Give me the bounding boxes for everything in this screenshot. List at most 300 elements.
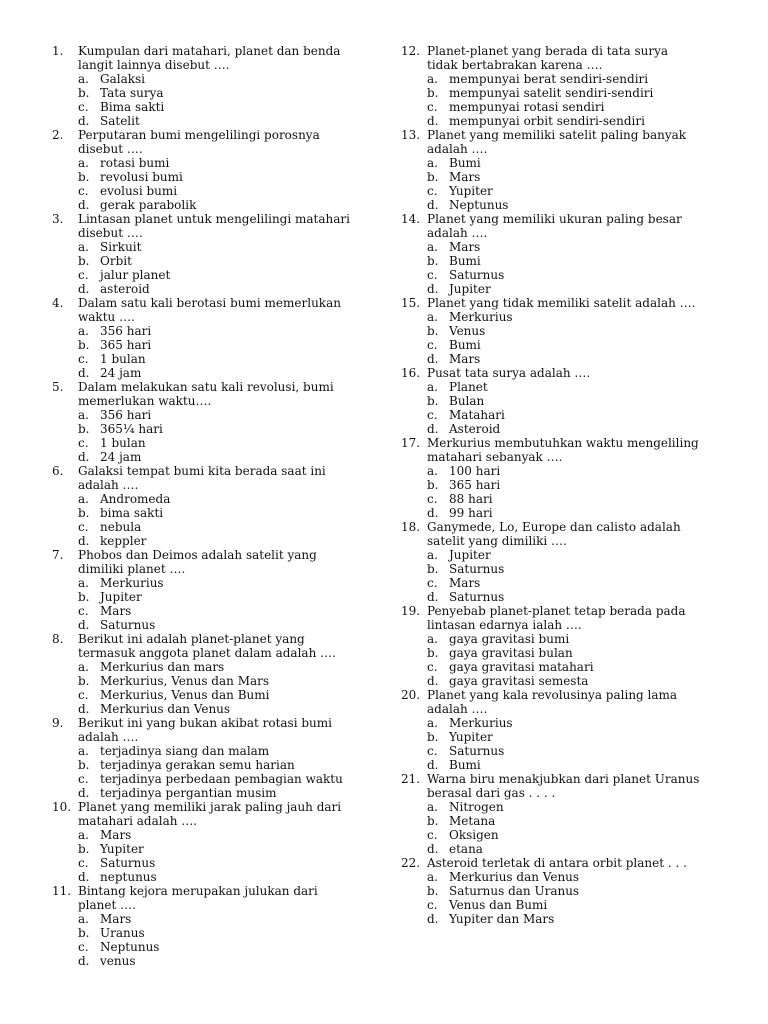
question-number: 11. [52, 884, 72, 898]
option-letter: c. [427, 184, 438, 198]
question-number: 16. [401, 366, 421, 380]
option-letter: d. [427, 282, 439, 296]
question-text: Berikut ini adalah planet-planet yang termasuk anggota planet dalam adalah …. [78, 632, 336, 660]
option-letter: a. [427, 870, 438, 884]
question-text: Asteroid terletak di antara orbit planet . . . [427, 856, 687, 870]
option-text: evolusi bumi [100, 184, 178, 198]
option-letter: d. [427, 422, 439, 436]
question-item [401, 366, 701, 436]
answer-option [52, 828, 352, 842]
answer-options [401, 800, 701, 856]
question-stem [401, 772, 701, 800]
answer-options [52, 240, 352, 296]
answer-option [52, 702, 352, 716]
option-letter: c. [427, 660, 438, 674]
option-text: Mars [449, 170, 481, 184]
answer-option [401, 898, 701, 912]
question-text: Phobos dan Deimos adalah satelit yang dimiliki planet …. [78, 548, 317, 576]
answer-option [401, 660, 701, 674]
option-letter: d. [427, 198, 439, 212]
answer-option [401, 464, 701, 478]
option-letter: c. [427, 744, 438, 758]
question-item [401, 772, 701, 856]
answer-option [52, 674, 352, 688]
option-text: Bulan [449, 394, 485, 408]
option-text: 365 hari [100, 338, 152, 352]
option-text: Neptunus [449, 198, 509, 212]
answer-option [401, 338, 701, 352]
question-item [401, 212, 701, 296]
option-text: Saturnus [449, 590, 505, 604]
answer-option [52, 912, 352, 926]
option-text: mempunyai berat sendiri-sendiri [449, 72, 649, 86]
option-letter: c. [78, 688, 89, 702]
option-text: jalur planet [100, 268, 171, 282]
option-text: mempunyai rotasi sendiri [449, 100, 605, 114]
answer-options [52, 828, 352, 884]
answer-option [401, 716, 701, 730]
option-letter: a. [427, 548, 438, 562]
option-letter: d. [78, 282, 90, 296]
question-item [52, 128, 352, 212]
option-text: Jupiter [449, 548, 491, 562]
answer-option [401, 576, 701, 590]
option-text: Mars [449, 240, 481, 254]
option-text: Yupiter [449, 730, 493, 744]
option-text: Yupiter [449, 184, 493, 198]
question-number: 21. [401, 772, 421, 786]
option-letter: a. [427, 72, 438, 86]
question-item [52, 464, 352, 548]
answer-option [401, 730, 701, 744]
answer-option [401, 240, 701, 254]
question-item [52, 548, 352, 632]
answer-options [52, 72, 352, 128]
option-letter: d. [78, 702, 90, 716]
question-text: Perputaran bumi mengelilingi porosnya disebut …. [78, 128, 320, 156]
answer-option [401, 814, 701, 828]
option-text: etana [449, 842, 483, 856]
question-text: Dalam melakukan satu kali revolusi, bumi memerlukan waktu…. [78, 380, 334, 408]
answer-option [401, 198, 701, 212]
answer-option [52, 926, 352, 940]
option-letter: b. [427, 478, 439, 492]
answer-option [401, 506, 701, 520]
question-text: Lintasan planet untuk mengelilingi matahari disebut …. [78, 212, 350, 240]
option-letter: c. [78, 604, 89, 618]
question-number: 15. [401, 296, 421, 310]
question-number: 20. [401, 688, 421, 702]
answer-option [401, 744, 701, 758]
option-text: Mars [449, 352, 481, 366]
option-text: venus [100, 954, 136, 968]
option-letter: c. [78, 100, 89, 114]
option-text: Bumi [449, 338, 481, 352]
question-text: Planet yang memiliki ukuran paling besar adalah …. [427, 212, 682, 240]
answer-option [52, 534, 352, 548]
option-text: Neptunus [100, 940, 160, 954]
answer-options [401, 548, 701, 604]
answer-option [52, 856, 352, 870]
option-letter: a. [427, 156, 438, 170]
answer-option [52, 268, 352, 282]
answer-option [52, 618, 352, 632]
option-letter: d. [78, 870, 90, 884]
answer-options [401, 464, 701, 520]
question-number: 17. [401, 436, 421, 450]
option-letter: d. [427, 758, 439, 772]
answer-option [52, 254, 352, 268]
question-item [401, 436, 701, 520]
question-item [52, 800, 352, 884]
answer-option [52, 450, 352, 464]
option-text: 24 jam [100, 450, 142, 464]
option-text: Planet [449, 380, 488, 394]
option-text: 99 hari [449, 506, 493, 520]
option-letter: c. [427, 408, 438, 422]
answer-options [52, 912, 352, 968]
option-text: 24 jam [100, 366, 142, 380]
option-letter: b. [78, 254, 90, 268]
answer-option [401, 884, 701, 898]
option-letter: b. [78, 170, 90, 184]
option-letter: a. [427, 310, 438, 324]
answer-option [401, 324, 701, 338]
option-letter: d. [427, 506, 439, 520]
option-text: gaya gravitasi bumi [449, 632, 570, 646]
question-number: 14. [401, 212, 421, 226]
option-text: Saturnus [449, 268, 505, 282]
question-item [401, 44, 701, 128]
option-text: Saturnus [449, 744, 505, 758]
option-text: 1 bulan [100, 436, 146, 450]
answer-option [401, 828, 701, 842]
answer-option [52, 842, 352, 856]
option-letter: a. [78, 156, 89, 170]
option-text: Andromeda [100, 492, 171, 506]
option-letter: b. [78, 674, 90, 688]
answer-options [52, 744, 352, 800]
option-text: Merkurius [449, 310, 513, 324]
answer-option [401, 352, 701, 366]
answer-options [52, 576, 352, 632]
option-letter: b. [427, 646, 439, 660]
option-letter: a. [78, 576, 89, 590]
option-text: Merkurius dan mars [100, 660, 225, 674]
option-text: Merkurius, Venus dan Mars [100, 674, 270, 688]
answer-option [52, 520, 352, 534]
question-number: 5. [52, 380, 64, 394]
option-text: Merkurius [100, 576, 164, 590]
answer-option [401, 86, 701, 100]
answer-option [401, 478, 701, 492]
answer-option [52, 590, 352, 604]
option-letter: a. [427, 380, 438, 394]
answer-option [52, 940, 352, 954]
option-letter: d. [427, 912, 439, 926]
answer-option [401, 156, 701, 170]
answer-options [401, 72, 701, 128]
question-stem [52, 884, 352, 912]
answer-option [52, 198, 352, 212]
question-stem [52, 296, 352, 324]
option-letter: c. [78, 184, 89, 198]
option-text: keppler [100, 534, 147, 548]
left-column [52, 44, 352, 968]
option-letter: c. [427, 338, 438, 352]
answer-option [52, 338, 352, 352]
question-text: Penyebab planet-planet tetap berada pada lintasan edarnya ialah …. [427, 604, 686, 632]
question-stem [401, 436, 701, 464]
option-letter: b. [427, 562, 439, 576]
answer-options [52, 324, 352, 380]
option-letter: d. [427, 114, 439, 128]
answer-option [52, 240, 352, 254]
answer-option [401, 310, 701, 324]
answer-option [401, 870, 701, 884]
question-stem [52, 800, 352, 828]
answer-option [401, 184, 701, 198]
question-item [52, 884, 352, 968]
option-text: Bumi [449, 156, 481, 170]
option-letter: a. [78, 828, 89, 842]
option-text: gaya gravitasi semesta [449, 674, 589, 688]
question-item [52, 44, 352, 128]
question-stem [401, 296, 701, 310]
answer-option [52, 954, 352, 968]
question-number: 10. [52, 800, 72, 814]
option-letter: c. [427, 828, 438, 842]
option-text: Bumi [449, 254, 481, 268]
option-text: Oksigen [449, 828, 499, 842]
answer-option [401, 590, 701, 604]
option-text: Tata surya [100, 86, 164, 100]
option-text: rotasi bumi [100, 156, 170, 170]
question-number: 22. [401, 856, 421, 870]
question-text: Ganymede, Lo, Europe dan calisto adalah satelit yang dimiliki …. [427, 520, 681, 548]
question-number: 6. [52, 464, 64, 478]
option-letter: c. [78, 352, 89, 366]
answer-option [401, 282, 701, 296]
option-text: terjadinya pergantian musim [100, 786, 277, 800]
option-text: nebula [100, 520, 142, 534]
option-letter: b. [427, 730, 439, 744]
question-stem [401, 44, 701, 72]
option-letter: a. [427, 632, 438, 646]
question-item [52, 212, 352, 296]
option-text: Mars [449, 576, 481, 590]
option-letter: d. [427, 352, 439, 366]
question-number: 13. [401, 128, 421, 142]
answer-options [401, 240, 701, 296]
option-letter: d. [78, 114, 90, 128]
answer-option [401, 632, 701, 646]
option-text: mempunyai satelit sendiri-sendiri [449, 86, 654, 100]
question-item [401, 604, 701, 688]
question-text: Planet yang tidak memiliki satelit adalah …. [427, 296, 696, 310]
option-text: revolusi bumi [100, 170, 183, 184]
option-text: Jupiter [100, 590, 142, 604]
answer-option [401, 646, 701, 660]
answer-option [52, 170, 352, 184]
option-text: Merkurius, Venus dan Bumi [100, 688, 270, 702]
option-text: Venus dan Bumi [449, 898, 548, 912]
question-item [52, 632, 352, 716]
question-stem [401, 688, 701, 716]
option-text: Mars [100, 912, 132, 926]
question-stem [401, 128, 701, 156]
option-text: Merkurius [449, 716, 513, 730]
option-text: neptunus [100, 870, 157, 884]
option-letter: b. [78, 926, 90, 940]
answer-option [401, 758, 701, 772]
option-letter: c. [427, 576, 438, 590]
answer-options [52, 492, 352, 548]
question-stem [52, 464, 352, 492]
option-text: Matahari [449, 408, 505, 422]
option-text: Galaksi [100, 72, 145, 86]
option-letter: a. [78, 744, 89, 758]
question-stem [52, 632, 352, 660]
option-text: Merkurius dan Venus [100, 702, 231, 716]
option-letter: c. [78, 940, 89, 954]
option-letter: d. [427, 590, 439, 604]
question-item [401, 688, 701, 772]
option-text: Orbit [100, 254, 132, 268]
option-letter: a. [78, 492, 89, 506]
answer-option [52, 758, 352, 772]
answer-option [52, 492, 352, 506]
question-number: 19. [401, 604, 421, 618]
option-text: Saturnus [100, 856, 156, 870]
option-text: 356 hari [100, 408, 152, 422]
answer-option [52, 184, 352, 198]
option-letter: d. [78, 786, 90, 800]
option-letter: b. [78, 590, 90, 604]
answer-option [401, 394, 701, 408]
question-stem [401, 212, 701, 240]
question-text: Planet yang kala revolusinya paling lama adalah …. [427, 688, 678, 716]
answer-option [52, 352, 352, 366]
option-letter: d. [78, 534, 90, 548]
answer-options [401, 870, 701, 926]
option-letter: a. [427, 464, 438, 478]
option-text: gaya gravitasi bulan [449, 646, 573, 660]
option-text: Saturnus dan Uranus [449, 884, 580, 898]
answer-option [401, 380, 701, 394]
option-text: 1 bulan [100, 352, 146, 366]
option-letter: a. [78, 660, 89, 674]
answer-option [401, 422, 701, 436]
option-letter: b. [427, 170, 439, 184]
option-letter: a. [78, 240, 89, 254]
option-text: Metana [449, 814, 496, 828]
option-letter: d. [78, 198, 90, 212]
option-letter: a. [427, 800, 438, 814]
option-letter: b. [427, 254, 439, 268]
question-stem [52, 128, 352, 156]
option-letter: a. [427, 716, 438, 730]
answer-option [52, 156, 352, 170]
option-letter: d. [78, 450, 90, 464]
answer-option [52, 422, 352, 436]
answer-option [401, 72, 701, 86]
question-item [52, 380, 352, 464]
question-text: Bintang kejora merupakan julukan dari planet …. [78, 884, 318, 912]
answer-options [401, 380, 701, 436]
question-stem [52, 548, 352, 576]
option-text: 356 hari [100, 324, 152, 338]
option-letter: d. [78, 618, 90, 632]
question-text: Planet yang memiliki satelit paling banyak adalah …. [427, 128, 687, 156]
question-stem [52, 380, 352, 408]
option-text: asteroid [100, 282, 150, 296]
answer-option [52, 744, 352, 758]
option-text: 88 hari [449, 492, 493, 506]
question-number: 4. [52, 296, 64, 310]
answer-options [52, 408, 352, 464]
option-letter: c. [78, 772, 89, 786]
option-text: terjadinya gerakan semu harian [100, 758, 295, 772]
answer-options [401, 632, 701, 688]
answer-option [401, 800, 701, 814]
option-letter: a. [427, 240, 438, 254]
option-text: Merkurius dan Venus [449, 870, 580, 884]
answer-option [401, 548, 701, 562]
question-text: Galaksi tempat bumi kita berada saat ini adalah …. [78, 464, 326, 492]
option-letter: c. [78, 436, 89, 450]
question-text: Dalam satu kali berotasi bumi memerlukan waktu …. [78, 296, 341, 324]
option-letter: b. [78, 86, 90, 100]
answer-option [52, 100, 352, 114]
answer-option [52, 86, 352, 100]
answer-option [401, 842, 701, 856]
option-text: Venus [449, 324, 486, 338]
question-stem [401, 366, 701, 380]
question-text: Kumpulan dari matahari, planet dan benda langit lainnya disebut …. [78, 44, 341, 72]
option-text: Satelit [100, 114, 140, 128]
option-text: gaya gravitasi matahari [449, 660, 594, 674]
option-text: Uranus [100, 926, 145, 940]
answer-option [52, 408, 352, 422]
question-number: 18. [401, 520, 421, 534]
question-number: 12. [401, 44, 421, 58]
option-letter: a. [78, 408, 89, 422]
answer-option [401, 268, 701, 282]
option-letter: b. [427, 324, 439, 338]
question-stem [52, 716, 352, 744]
option-letter: d. [78, 366, 90, 380]
question-item [401, 856, 701, 926]
option-text: Saturnus [449, 562, 505, 576]
answer-option [401, 100, 701, 114]
option-letter: b. [427, 814, 439, 828]
answer-option [401, 254, 701, 268]
answer-option [52, 576, 352, 590]
option-letter: a. [78, 72, 89, 86]
answer-option [52, 324, 352, 338]
answer-option [52, 688, 352, 702]
question-number: 8. [52, 632, 64, 646]
answer-option [52, 436, 352, 450]
option-text: Bumi [449, 758, 481, 772]
answer-option [52, 282, 352, 296]
question-stem [401, 856, 701, 870]
option-text: terjadinya perbedaan pembagian waktu [100, 772, 343, 786]
option-letter: b. [78, 338, 90, 352]
question-text: Berikut ini yang bukan akibat rotasi bumi adalah …. [78, 716, 332, 744]
answer-option [52, 786, 352, 800]
